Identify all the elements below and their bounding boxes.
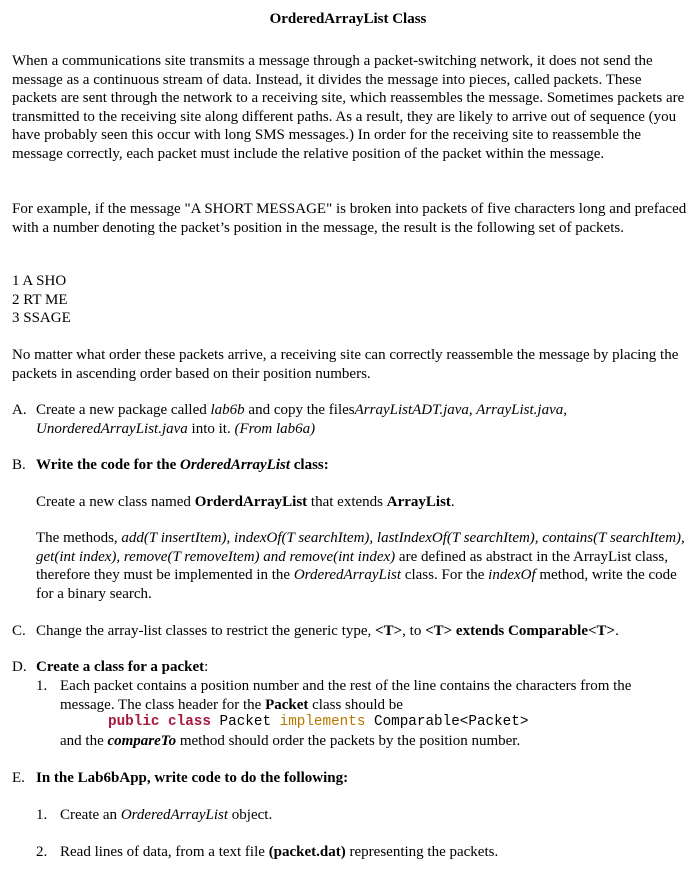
step-a-label: A. (12, 402, 27, 418)
step-b-label: B. (12, 457, 26, 473)
packet-class-header-code: public class Packet implements Comparable<Packet> (108, 714, 529, 730)
step-d-item-text: Each packet contains a position number and the rest of the line contains the characters from the message. The class header for the Packet class should be (60, 678, 632, 713)
example-paragraph: For example, if the message "A SHORT MESSAGE" is broken into packets of five characters long and prefaced with a number denoting the packet’s position in the message, the result is the following set of packets. (12, 201, 687, 236)
step-d-number: 1. (36, 678, 48, 694)
step-e-heading: In the Lab6bApp, write code to do the following: (36, 770, 349, 786)
step-b-heading: Write the code for the OrderedArrayList class: (36, 457, 329, 473)
step-e-item-2: Read lines of data, from a text file (packet.dat) representing the packets. (60, 844, 499, 860)
order-paragraph: No matter what order these packets arrive, a receiving site can correctly reassemble the message by placing the packets in ascending order based on their position numbers. (12, 347, 679, 382)
step-e-item-1: Create an OrderedArrayList object. (60, 807, 273, 823)
step-c-text: Change the array-list classes to restrict the generic type, <T>, to <T> extends Comparable<T>. (36, 623, 619, 639)
packet-line: 1 A SHO (12, 273, 67, 289)
packet-list (12, 272, 71, 328)
step-c-label: C. (12, 623, 26, 639)
step-b-methods-text: The methods, add(T insertItem), indexOf(T searchItem), lastIndexOf(T searchItem), contains(T searchItem), get(int index), remove(T removeItem) and remove(int index) are defined as abstract in the ArrayList class, therefore they must be implemented in the OrderedArrayList class. For the indexOf method, write the code for a binary search. (36, 530, 685, 602)
step-a-text: Create a new package called lab6b and copy the filesArrayListADT.java, ArrayList.java, UnorderedArrayList.java into it. (From lab6a) (36, 402, 567, 437)
packet-line: 3 SSAGE (12, 310, 71, 327)
page-title: OrderedArrayList Class (269, 11, 427, 27)
step-e-number-2: 2. (36, 844, 48, 860)
step-d-compare-text: and the compareTo method should order the packets by the position number. (60, 733, 521, 749)
intro-paragraph: When a communications site transmits a message through a packet-switching network, it does not send the message as a continuous stream of data. Instead, it divides the message into pieces, called packets. These packets are sent through the network to a receiving site, which reassembles the message. Sometimes packets are transmitted to the receiving site along different paths. As a result, they are likely to arrive out of sequence (you have probably seen this occur with long SMS messages.) In order for the receiving site to reassemble the message correctly, each packet must include the relative position of the packet within the message. (12, 53, 685, 162)
step-d-heading: Create a class for a packet: (36, 659, 209, 675)
packet-line: 2 RT ME (12, 291, 68, 308)
step-b-class-text: Create a new class named OrderdArrayList that extends ArrayList. (36, 494, 455, 510)
step-d-label: D. (12, 659, 27, 675)
step-e-label: E. (12, 770, 25, 786)
step-e-number-1: 1. (36, 807, 48, 823)
